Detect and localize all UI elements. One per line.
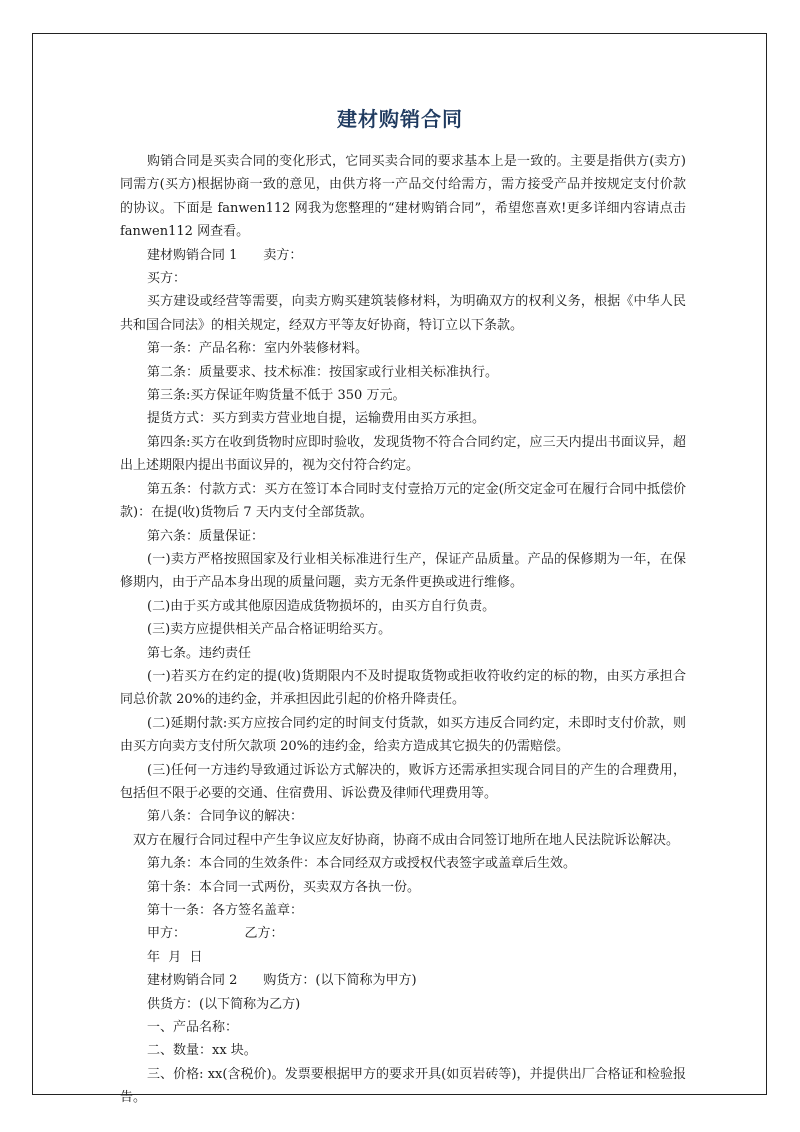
document-paragraph: 建材购销合同 1 卖方： bbox=[147, 247, 303, 263]
document-paragraph: 第三条:买方保证年购货量不低于 350 万元。 bbox=[147, 388, 406, 404]
document-paragraph: 买方： bbox=[147, 271, 187, 287]
document-paragraph: (三)卖方应提供相关产品合格证明给买方。 bbox=[147, 622, 392, 638]
document-paragraph: 购销合同是买卖合同的变化形式，它同买卖合同的要求基本上是一致的。主要是指供方(卖方)同需方(买方)根据协商一致的意见，由供方将一产品交付给需方，需方接受产品并按规定支付价款的协议。下面是 fanwen112 网我为您整理的“建材购销合同”，希望您喜欢!更多详细内容请点击 fanwen112 网查看。 bbox=[120, 154, 691, 240]
document-paragraph: 第十一条：各方签名盖章： bbox=[147, 903, 304, 918]
document-paragraph: 双方在履行合同过程中产生争议应友好协商，协商不成由合同签订地所在地人民法院诉讼解决。 bbox=[133, 832, 680, 848]
document-paragraph: 第七条。违约责任 bbox=[147, 645, 252, 661]
document-paragraph: 第六条：质量保证： bbox=[147, 528, 265, 544]
document-paragraph: (三)任何一方违约导致通过诉讼方式解决的，败诉方还需承担实现合同目的产生的合理费用，包括但不限于必要的交通、住宿费用、诉讼费及律师代理费用等。 bbox=[120, 762, 686, 801]
document-paragraph: 第五条：付款方式：买方在签订本合同时支付壹拾万元的定金(所交定金可在履行合同中抵偿价款)：在提(收)货物后 7 天内支付全部货款。 bbox=[120, 481, 686, 521]
document-paragraph: 一、产品名称： bbox=[147, 1020, 239, 1036]
document-body bbox=[120, 150, 691, 1110]
document-paragraph: 甲方： 乙方： bbox=[147, 926, 284, 942]
document-paragraph: 第十条：本合同一式两份，买卖双方各执一份。 bbox=[147, 879, 421, 895]
document-paragraph: 年 月 日 bbox=[147, 949, 203, 965]
document-paragraph: 建材购销合同 2 购货方：(以下简称为甲方) bbox=[147, 973, 417, 989]
document-paragraph: (一)若买方在约定的提(收)货期限内不及时提取货物或拒收符收约定的标的物，由买方承担合同总价款 20%的违约金，并承担因此引起的价格升降责任。 bbox=[120, 668, 686, 708]
document-paragraph: 三、价格: xx(含税价)。发票要根据甲方的要求开具(如页岩砖等)，并提供出厂合格证和检验报告。 bbox=[120, 1066, 686, 1106]
document-paragraph: 第九条：本合同的生效条件：本合同经双方或授权代表签字或盖章后生效。 bbox=[147, 856, 577, 872]
document-paragraph: 买方建设或经营等需要，向卖方购买建筑装修材料，为明确双方的权利义务，根据《中华人民共和国合同法》的相关规定，经双方平等友好协商，特订立以下条款。 bbox=[120, 294, 686, 333]
document-paragraph: 第一条：产品名称：室内外装修材料。 bbox=[147, 341, 369, 357]
document-paragraph: 第八条：合同争议的解决： bbox=[147, 809, 304, 825]
document-paragraph: 第二条：质量要求、技术标准：按国家或行业相关标准执行。 bbox=[147, 364, 499, 380]
document-paragraph: (二)由于买方或其他原因造成货物损坏的，由买方自行负责。 bbox=[147, 598, 496, 614]
document-title: 建材购销合同 bbox=[337, 107, 463, 131]
document-paragraph: 第四条:买方在收到货物时应即时验收，发现货物不符合合同约定，应三天内提出书面议异，超出上述期限内提出书面议异的，视为交付符合约定。 bbox=[120, 434, 686, 474]
document-paragraph: 提货方式：买方到卖方营业地自提，运输费用由买方承担。 bbox=[147, 411, 486, 427]
document-paragraph: (一)卖方严格按照国家及行业相关标准进行生产，保证产品质量。产品的保修期为一年，在保修期内，由于产品本身出现的质量问题，卖方无条件更换或进行维修。 bbox=[120, 551, 686, 591]
document-paragraph: 供货方：(以下简称为乙方) bbox=[147, 996, 301, 1012]
document-paragraph: 二、数量：xx 块。 bbox=[147, 1043, 257, 1059]
document-paragraph: (二)延期付款:买方应按合同约定的时间支付货款，如买方违反合同约定，未即时支付价款，则由买方向卖方支付所欠款项 20%的违约金，给卖方造成其它损失的仍需赔偿。 bbox=[120, 715, 686, 755]
